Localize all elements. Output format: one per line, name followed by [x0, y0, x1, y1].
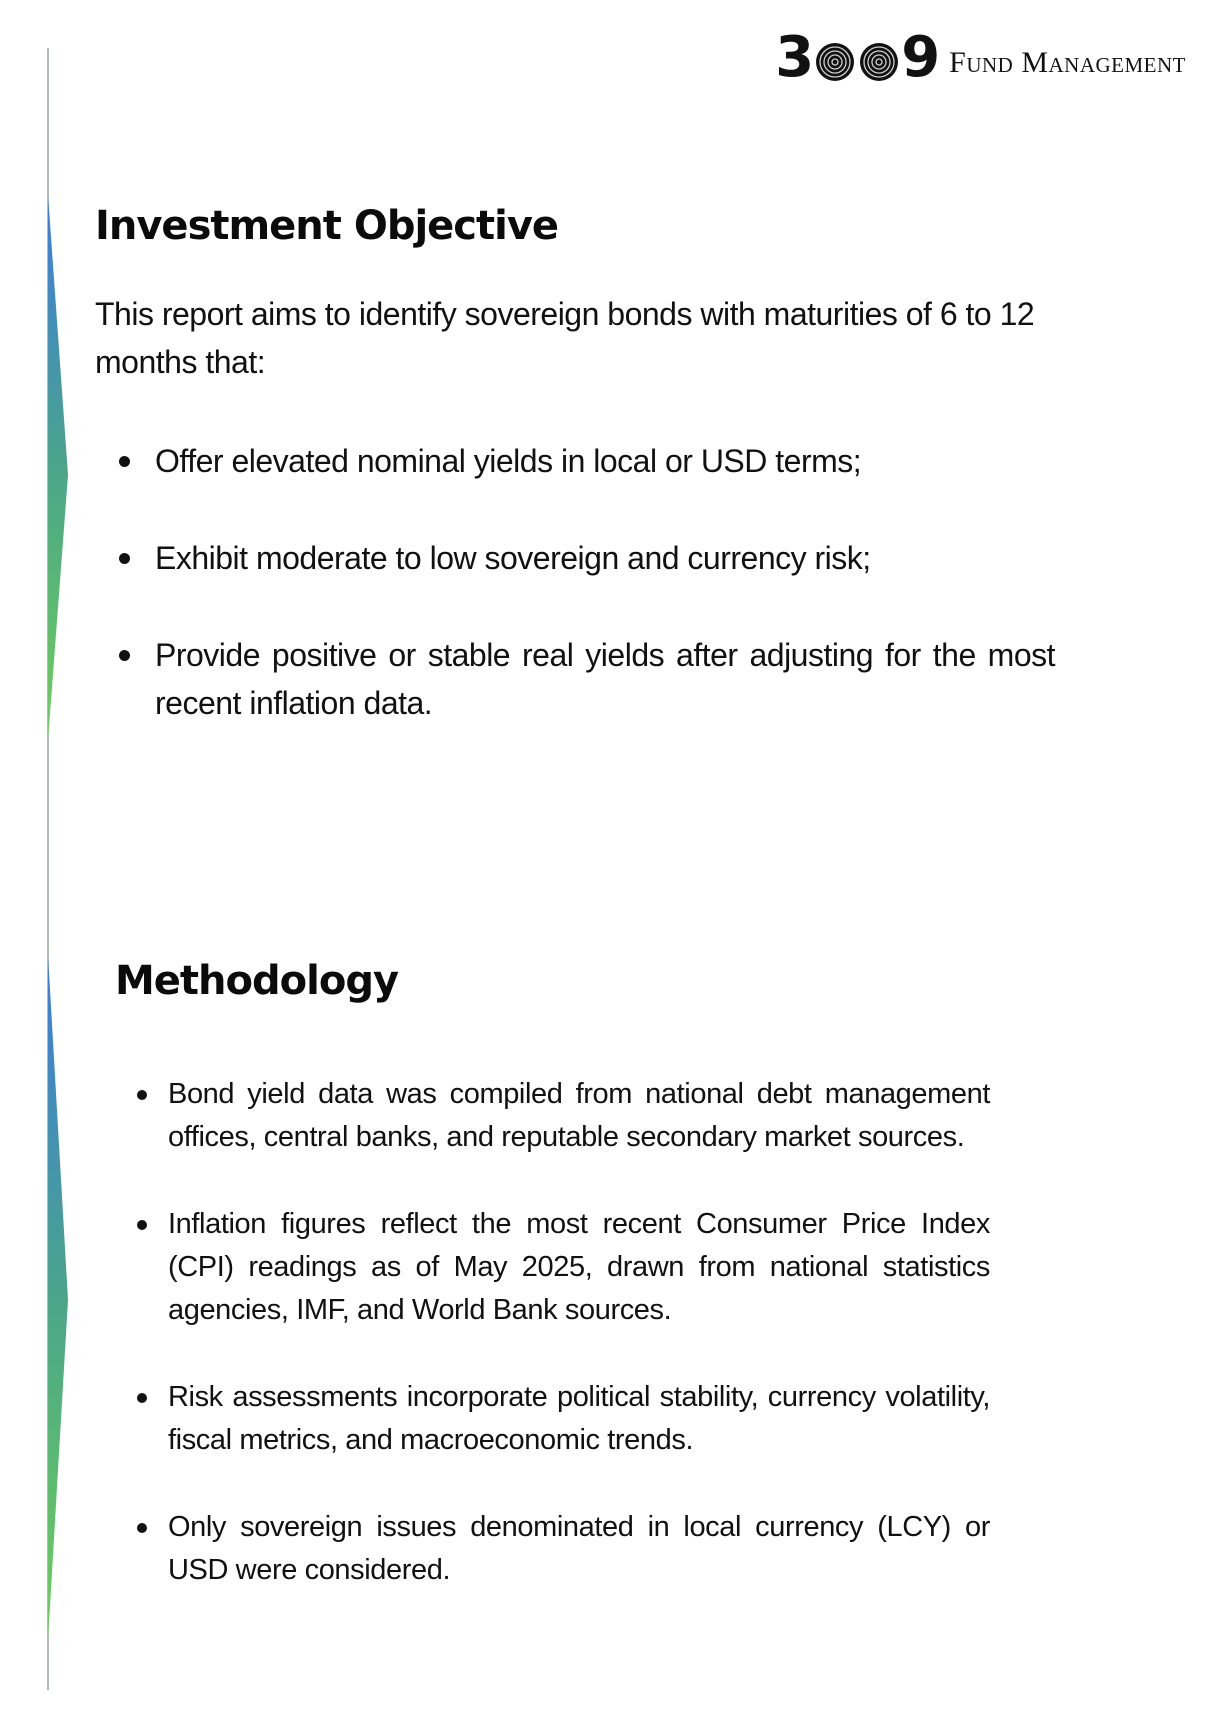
- left-accent-decoration: [0, 0, 90, 1710]
- accent-wedge-bottom: [48, 955, 68, 1640]
- objective-bullet-list: [155, 437, 1055, 776]
- list-item: Inflation figures reflect the most recent Consumer Price Index (CPI) readings as of May 2025, drawn from national statistics agencies, IMF, and World Bank sources.: [168, 1203, 990, 1332]
- list-item: Offer elevated nominal yields in local or USD terms;: [155, 437, 1055, 485]
- concentric-circle-icon: [814, 41, 856, 83]
- list-item: Only sovereign issues denominated in local currency (LCY) or USD were considered.: [168, 1506, 990, 1592]
- investment-objective-heading: Investment Objective: [95, 203, 559, 249]
- methodology-heading: Methodology: [115, 958, 399, 1004]
- concentric-circle-icon: [858, 41, 900, 83]
- list-item: Risk assessments incorporate political stability, currency volatility, fiscal metrics, and macroeconomic trends.: [168, 1376, 990, 1462]
- accent-wedge-top: [48, 195, 68, 740]
- objective-intro-text: This report aims to identify sovereign bonds with maturities of 6 to 12 months that:: [95, 296, 1035, 380]
- list-item: Bond yield data was compiled from national debt management offices, central banks, and reputable secondary market sources.: [168, 1073, 990, 1159]
- company-logo: [775, 25, 1186, 90]
- list-item: Provide positive or stable real yields after adjusting for the most recent inflation data.: [155, 631, 1055, 727]
- methodology-bullet-list: [168, 1073, 990, 1636]
- logo-digit-last: 9: [901, 25, 940, 90]
- logo-digit-first: 3: [775, 25, 814, 90]
- logo-text: Fund Management: [949, 46, 1186, 79]
- logo-mark: [775, 25, 940, 90]
- list-item: Exhibit moderate to low sovereign and currency risk;: [155, 534, 1055, 582]
